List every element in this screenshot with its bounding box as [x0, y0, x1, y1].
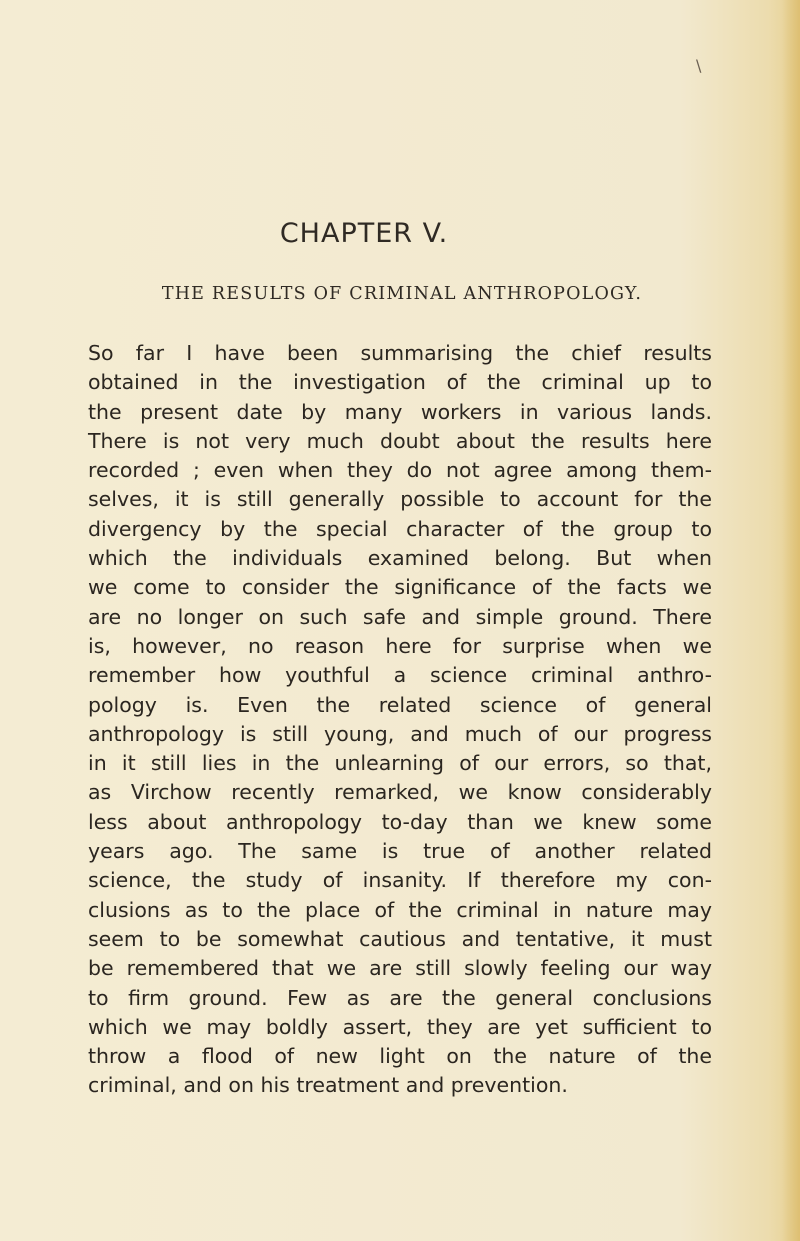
paragraph-line: recorded ; even when they do not agree among them- [88, 458, 712, 483]
paragraph-line: throw a flood of new light on the nature of the [88, 1044, 712, 1069]
paragraph-line: science, the study of insanity. If therefore my con- [88, 868, 712, 893]
paragraph-line: remember how youthful a science criminal anthro- [88, 663, 712, 688]
paragraph-line: we come to consider the significance of the facts we [88, 575, 712, 600]
paragraph-line: be remembered that we are still slowly feeling our way [88, 956, 712, 981]
paragraph-line: are no longer on such safe and simple ground. There [88, 604, 712, 629]
paragraph-line: years ago. The same is true of another related [88, 839, 712, 864]
paragraph-line: anthropology is still young, and much of our progress [88, 721, 712, 746]
paragraph-line: as Virchow recently remarked, we know considerably [88, 780, 712, 805]
paragraph-line: So far I have been summarising the chief results [88, 341, 712, 365]
paragraph-line: seem to be somewhat cautious and tentative, it must [88, 926, 712, 951]
paragraph-line: is, however, no reason here for surprise when we [88, 633, 712, 658]
page-edge-stain [782, 0, 800, 1241]
paragraph-line: pology is. Even the related science of general [88, 692, 712, 717]
chapter-title: CHAPTER V. [279, 218, 449, 249]
paragraph-line: divergency by the special character of the group to [88, 516, 712, 541]
paragraph-line: There is not very much doubt about the results here [88, 428, 712, 453]
paragraph-line: selves, it is still generally possible to account for the [88, 487, 712, 512]
paragraph-line: criminal, and on his treatment and prevention. [88, 1073, 568, 1098]
paragraph-line: clusions as to the place of the criminal in nature may [88, 897, 712, 922]
paragraph-line: which the individuals examined belong. But when [88, 546, 712, 571]
paragraph-line: which we may boldly assert, they are yet sufficient to [88, 1014, 712, 1039]
section-title: THE RESULTS OF CRIMINAL ANTHROPOLOGY. [161, 284, 643, 304]
page-corner-mark: \ [696, 56, 702, 75]
body-paragraph [88, 339, 712, 1101]
paragraph-line: obtained in the investigation of the criminal up to [88, 370, 712, 395]
paragraph-line: in it still lies in the unlearning of our errors, so that, [88, 751, 712, 776]
paragraph-line: the present date by many workers in various lands. [88, 399, 712, 424]
paragraph-line: to firm ground. Few as are the general conclusions [88, 985, 712, 1010]
paragraph-line: less about anthropology to-day than we knew some [88, 809, 712, 834]
